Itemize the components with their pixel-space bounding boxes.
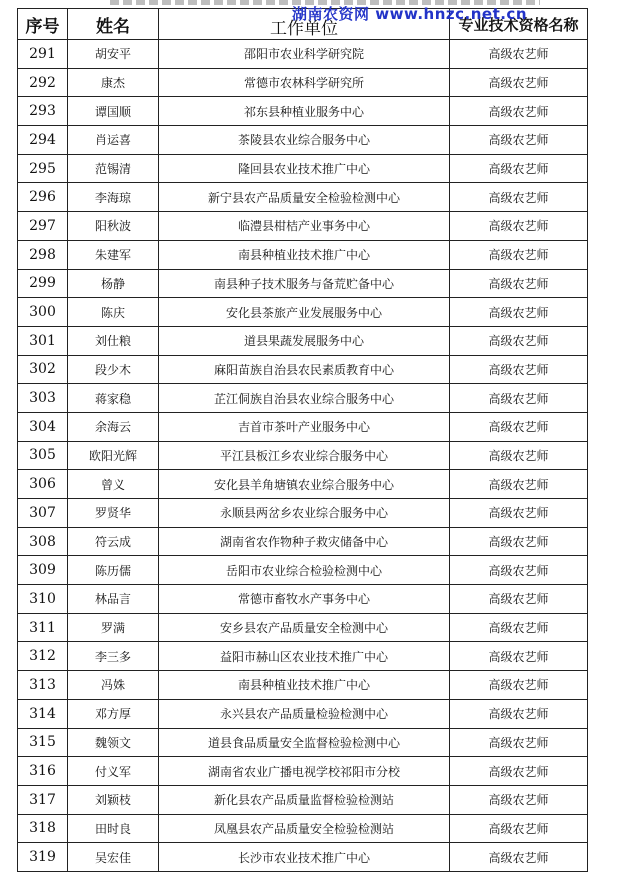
table-row: [18, 326, 588, 355]
table-body: [18, 40, 588, 872]
row-name: 杨静: [68, 269, 159, 298]
header-name: 姓名: [68, 9, 159, 40]
row-name: 刘颖枝: [68, 785, 159, 814]
row-name: 陈庆: [68, 298, 159, 327]
table-row: [18, 240, 588, 269]
row-number: 297: [18, 212, 68, 241]
header-unit: 工作单位: [159, 9, 450, 40]
row-name: 刘仕粮: [68, 326, 159, 355]
row-work-unit: 邵阳市农业科学研究院: [159, 40, 450, 69]
row-name: 康杰: [68, 68, 159, 97]
row-qualification: 高级农艺师: [450, 269, 588, 298]
row-work-unit: 道县食品质量安全监督检验检测中心: [159, 728, 450, 757]
row-name: 吴宏佳: [68, 843, 159, 872]
row-name: 付义军: [68, 757, 159, 786]
row-work-unit: 临澧县柑桔产业事务中心: [159, 212, 450, 241]
table-row: [18, 97, 588, 126]
table-row: [18, 814, 588, 843]
row-number: 305: [18, 441, 68, 470]
row-qualification: 高级农艺师: [450, 757, 588, 786]
row-number: 316: [18, 757, 68, 786]
row-name: 胡安平: [68, 40, 159, 69]
row-name: 蒋家稳: [68, 384, 159, 413]
row-qualification: 高级农艺师: [450, 97, 588, 126]
row-name: 冯姝: [68, 671, 159, 700]
table-row: [18, 499, 588, 528]
table-row: [18, 470, 588, 499]
row-number: 298: [18, 240, 68, 269]
row-number: 296: [18, 183, 68, 212]
row-number: 292: [18, 68, 68, 97]
row-work-unit: 新宁县农产品质量安全检验检测中心: [159, 183, 450, 212]
row-work-unit: 凤凰县农产品质量安全检验检测站: [159, 814, 450, 843]
row-name: 阳秋波: [68, 212, 159, 241]
row-qualification: 高级农艺师: [450, 785, 588, 814]
table-row: [18, 613, 588, 642]
row-qualification: 高级农艺师: [450, 68, 588, 97]
row-work-unit: 麻阳苗族自治县农民素质教育中心: [159, 355, 450, 384]
table-row: [18, 527, 588, 556]
table-row: [18, 154, 588, 183]
row-number: 300: [18, 298, 68, 327]
table-row: [18, 384, 588, 413]
row-qualification: 高级农艺师: [450, 499, 588, 528]
table-row: [18, 269, 588, 298]
row-name: 谭国顺: [68, 97, 159, 126]
row-number: 310: [18, 585, 68, 614]
row-name: 余海云: [68, 412, 159, 441]
row-name: 范锡清: [68, 154, 159, 183]
row-name: 罗满: [68, 613, 159, 642]
row-qualification: 高级农艺师: [450, 556, 588, 585]
row-work-unit: 岳阳市农业综合检验检测中心: [159, 556, 450, 585]
header-seq: 序号: [18, 9, 68, 40]
row-work-unit: 永顺县两岔乡农业综合服务中心: [159, 499, 450, 528]
row-name: 李三多: [68, 642, 159, 671]
table-row: [18, 183, 588, 212]
row-work-unit: 道县果蔬发展服务中心: [159, 326, 450, 355]
row-qualification: 高级农艺师: [450, 441, 588, 470]
row-qualification: 高级农艺师: [450, 412, 588, 441]
row-qualification: 高级农艺师: [450, 126, 588, 155]
row-number: 318: [18, 814, 68, 843]
row-name: 欧阳光辉: [68, 441, 159, 470]
table-row: [18, 585, 588, 614]
row-qualification: 高级农艺师: [450, 699, 588, 728]
row-number: 313: [18, 671, 68, 700]
row-work-unit: 长沙市农业技术推广中心: [159, 843, 450, 872]
row-number: 315: [18, 728, 68, 757]
row-qualification: 高级农艺师: [450, 642, 588, 671]
row-work-unit: 永兴县农产品质量检验检测中心: [159, 699, 450, 728]
row-number: 304: [18, 412, 68, 441]
header-qualification: 专业技术资格名称: [450, 9, 588, 40]
row-name: 李海琼: [68, 183, 159, 212]
table-row: [18, 40, 588, 69]
row-work-unit: 安化县羊角塘镇农业综合服务中心: [159, 470, 450, 499]
row-work-unit: 新化县农产品质量监督检验检测站: [159, 785, 450, 814]
row-number: 294: [18, 126, 68, 155]
table-row: [18, 441, 588, 470]
row-work-unit: 常德市畜牧水产事务中心: [159, 585, 450, 614]
row-number: 314: [18, 699, 68, 728]
table-row: [18, 412, 588, 441]
row-qualification: 高级农艺师: [450, 585, 588, 614]
row-name: 段少木: [68, 355, 159, 384]
row-work-unit: 南县种植业技术推广中心: [159, 240, 450, 269]
row-number: 302: [18, 355, 68, 384]
row-number: 309: [18, 556, 68, 585]
table-row: [18, 556, 588, 585]
row-qualification: 高级农艺师: [450, 728, 588, 757]
row-qualification: 高级农艺师: [450, 154, 588, 183]
row-qualification: 高级农艺师: [450, 613, 588, 642]
row-work-unit: 茶陵县农业综合服务中心: [159, 126, 450, 155]
row-number: 312: [18, 642, 68, 671]
row-work-unit: 湖南省农作物种子救灾储备中心: [159, 527, 450, 556]
row-qualification: 高级农艺师: [450, 355, 588, 384]
table-row: [18, 355, 588, 384]
row-name: 肖运喜: [68, 126, 159, 155]
row-name: 曾义: [68, 470, 159, 499]
table-row: [18, 728, 588, 757]
row-number: 306: [18, 470, 68, 499]
table-row: [18, 699, 588, 728]
row-number: 303: [18, 384, 68, 413]
row-work-unit: 平江县板江乡农业综合服务中心: [159, 441, 450, 470]
site-watermark: 湖南农资网 www.hnzc.net.cn: [292, 5, 528, 23]
row-work-unit: 南县种植业技术推广中心: [159, 671, 450, 700]
row-qualification: 高级农艺师: [450, 384, 588, 413]
qualification-table: [17, 8, 588, 872]
table-row: [18, 212, 588, 241]
row-qualification: 高级农艺师: [450, 183, 588, 212]
row-name: 符云成: [68, 527, 159, 556]
row-work-unit: 安化县茶旅产业发展服务中心: [159, 298, 450, 327]
row-work-unit: 常德市农林科学研究所: [159, 68, 450, 97]
row-number: 319: [18, 843, 68, 872]
row-qualification: 高级农艺师: [450, 470, 588, 499]
row-qualification: 高级农艺师: [450, 814, 588, 843]
row-number: 317: [18, 785, 68, 814]
row-number: 295: [18, 154, 68, 183]
row-qualification: 高级农艺师: [450, 40, 588, 69]
row-work-unit: 湖南省农业广播电视学校祁阳市分校: [159, 757, 450, 786]
table-row: [18, 757, 588, 786]
table-row: [18, 785, 588, 814]
row-name: 朱建军: [68, 240, 159, 269]
row-work-unit: 祁东县种植业服务中心: [159, 97, 450, 126]
row-number: 301: [18, 326, 68, 355]
table-row: [18, 642, 588, 671]
row-work-unit: 隆回县农业技术推广中心: [159, 154, 450, 183]
row-qualification: 高级农艺师: [450, 843, 588, 872]
row-work-unit: 益阳市赫山区农业技术推广中心: [159, 642, 450, 671]
row-number: 311: [18, 613, 68, 642]
row-work-unit: 安乡县农产品质量安全检测中心: [159, 613, 450, 642]
row-number: 293: [18, 97, 68, 126]
row-number: 299: [18, 269, 68, 298]
row-qualification: 高级农艺师: [450, 298, 588, 327]
row-work-unit: 芷江侗族自治县农业综合服务中心: [159, 384, 450, 413]
table-row: [18, 671, 588, 700]
row-number: 308: [18, 527, 68, 556]
row-number: 307: [18, 499, 68, 528]
row-name: 田时良: [68, 814, 159, 843]
table-row: [18, 298, 588, 327]
row-name: 罗贤华: [68, 499, 159, 528]
row-name: 林品言: [68, 585, 159, 614]
row-qualification: 高级农艺师: [450, 212, 588, 241]
table-row: [18, 126, 588, 155]
row-qualification: 高级农艺师: [450, 671, 588, 700]
row-qualification: 高级农艺师: [450, 240, 588, 269]
row-name: 邓方厚: [68, 699, 159, 728]
row-work-unit: 吉首市茶叶产业服务中心: [159, 412, 450, 441]
row-name: 陈历儒: [68, 556, 159, 585]
table-row: [18, 68, 588, 97]
row-work-unit: 南县种子技术服务与备荒贮备中心: [159, 269, 450, 298]
row-qualification: 高级农艺师: [450, 527, 588, 556]
row-qualification: 高级农艺师: [450, 326, 588, 355]
row-number: 291: [18, 40, 68, 69]
table-row: [18, 843, 588, 872]
row-name: 魏领文: [68, 728, 159, 757]
